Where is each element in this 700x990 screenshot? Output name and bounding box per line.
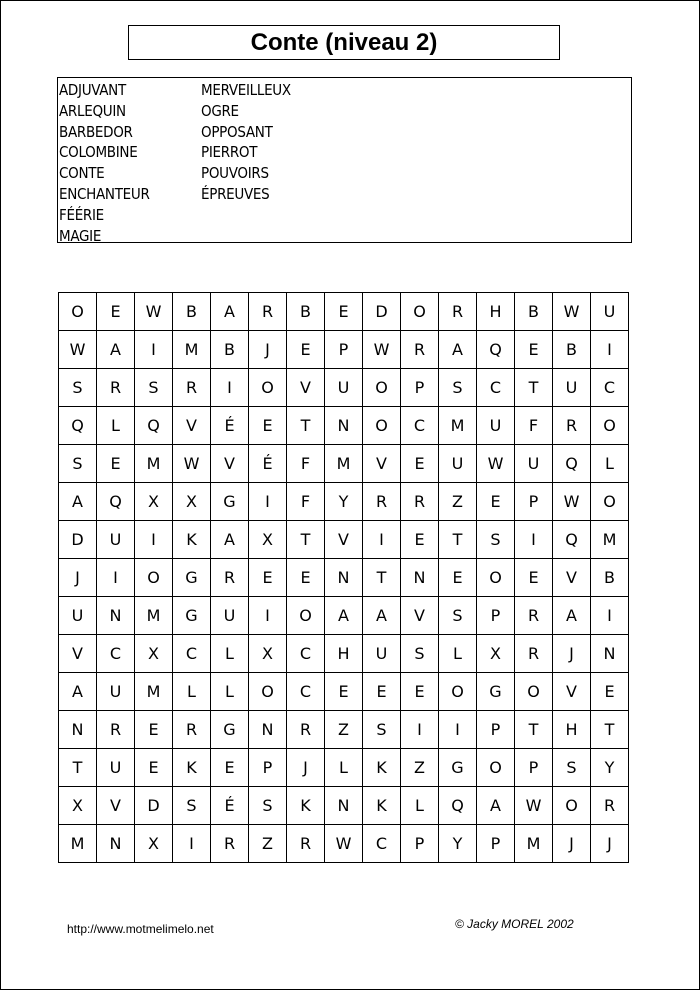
grid-cell: W: [59, 331, 97, 369]
letter-grid: [58, 292, 629, 863]
grid-cell: L: [401, 787, 439, 825]
grid-cell: X: [135, 635, 173, 673]
grid-cell: R: [515, 597, 553, 635]
grid-cell: V: [325, 521, 363, 559]
grid-cell: A: [553, 597, 591, 635]
grid-cell: T: [363, 559, 401, 597]
grid-cell: E: [515, 559, 553, 597]
grid-cell: D: [59, 521, 97, 559]
grid-cell: S: [401, 635, 439, 673]
grid-cell: O: [591, 407, 629, 445]
grid-cell: L: [439, 635, 477, 673]
grid-cell: E: [401, 673, 439, 711]
grid-cell: T: [287, 407, 325, 445]
grid-cell: P: [401, 369, 439, 407]
grid-cell: M: [135, 673, 173, 711]
grid-cell: K: [287, 787, 325, 825]
grid-cell: T: [59, 749, 97, 787]
grid-cell: L: [211, 635, 249, 673]
grid-cell: L: [97, 407, 135, 445]
grid-cell: E: [325, 293, 363, 331]
grid-cell: J: [553, 825, 591, 863]
grid-cell: I: [135, 331, 173, 369]
word-item: ARLEQUIN: [59, 101, 126, 120]
grid-cell: N: [249, 711, 287, 749]
grid-cell: R: [97, 369, 135, 407]
grid-cell: P: [325, 331, 363, 369]
grid-cell: Q: [553, 521, 591, 559]
grid-cell: V: [553, 559, 591, 597]
grid-cell: R: [249, 293, 287, 331]
grid-row: [59, 293, 629, 331]
grid-cell: T: [515, 369, 553, 407]
grid-cell: A: [439, 331, 477, 369]
grid-cell: U: [97, 749, 135, 787]
grid-cell: Q: [439, 787, 477, 825]
grid-cell: B: [553, 331, 591, 369]
grid-cell: O: [249, 369, 287, 407]
grid-cell: R: [553, 407, 591, 445]
grid-cell: S: [439, 597, 477, 635]
word-item: POUVOIRS: [201, 164, 269, 183]
grid-cell: P: [477, 597, 515, 635]
grid-cell: S: [135, 369, 173, 407]
grid-cell: X: [135, 483, 173, 521]
grid-cell: F: [515, 407, 553, 445]
grid-cell: G: [439, 749, 477, 787]
grid-cell: S: [59, 369, 97, 407]
grid-cell: A: [363, 597, 401, 635]
grid-cell: O: [477, 749, 515, 787]
grid-cell: R: [515, 635, 553, 673]
grid-row: [59, 331, 629, 369]
grid-cell: H: [553, 711, 591, 749]
grid-cell: F: [287, 445, 325, 483]
grid-cell: U: [477, 407, 515, 445]
grid-cell: W: [173, 445, 211, 483]
grid-cell: E: [439, 559, 477, 597]
grid-cell: R: [97, 711, 135, 749]
grid-cell: L: [211, 673, 249, 711]
grid-cell: J: [553, 635, 591, 673]
grid-cell: H: [477, 293, 515, 331]
grid-row: [59, 483, 629, 521]
grid-cell: J: [287, 749, 325, 787]
grid-cell: G: [211, 483, 249, 521]
grid-cell: U: [325, 369, 363, 407]
grid-cell: E: [135, 711, 173, 749]
grid-cell: Z: [439, 483, 477, 521]
grid-cell: P: [477, 711, 515, 749]
grid-cell: A: [477, 787, 515, 825]
grid-cell: N: [59, 711, 97, 749]
grid-cell: S: [363, 711, 401, 749]
grid-cell: V: [211, 445, 249, 483]
grid-cell: I: [591, 331, 629, 369]
grid-cell: I: [173, 825, 211, 863]
grid-cell: Z: [249, 825, 287, 863]
grid-cell: E: [249, 559, 287, 597]
grid-cell: G: [173, 559, 211, 597]
grid-row: [59, 445, 629, 483]
grid-cell: A: [59, 673, 97, 711]
grid-row: [59, 635, 629, 673]
grid-cell: I: [249, 597, 287, 635]
grid-cell: C: [287, 635, 325, 673]
grid-cell: D: [135, 787, 173, 825]
grid-cell: T: [287, 521, 325, 559]
word-item: PIERROT: [201, 143, 258, 162]
grid-cell: E: [287, 559, 325, 597]
grid-cell: Y: [439, 825, 477, 863]
grid-cell: W: [325, 825, 363, 863]
grid-cell: V: [363, 445, 401, 483]
grid-cell: P: [515, 749, 553, 787]
grid-cell: V: [173, 407, 211, 445]
grid-cell: E: [287, 331, 325, 369]
grid-cell: B: [287, 293, 325, 331]
grid-cell: I: [515, 521, 553, 559]
grid-cell: W: [477, 445, 515, 483]
grid-cell: W: [363, 331, 401, 369]
title-text: Conte (niveau 2): [250, 28, 438, 56]
grid-cell: C: [477, 369, 515, 407]
grid-cell: V: [97, 787, 135, 825]
grid-cell: U: [211, 597, 249, 635]
grid-cell: J: [591, 825, 629, 863]
grid-cell: E: [591, 673, 629, 711]
word-list-column-1: [59, 80, 150, 246]
grid-cell: T: [591, 711, 629, 749]
grid-cell: S: [553, 749, 591, 787]
grid-cell: S: [249, 787, 287, 825]
grid-cell: N: [97, 825, 135, 863]
grid-cell: V: [553, 673, 591, 711]
grid-cell: M: [439, 407, 477, 445]
grid-row: [59, 825, 629, 863]
grid-cell: J: [59, 559, 97, 597]
grid-cell: K: [173, 749, 211, 787]
grid-cell: A: [325, 597, 363, 635]
grid-cell: G: [211, 711, 249, 749]
grid-cell: O: [135, 559, 173, 597]
word-item: MAGIE: [59, 226, 102, 245]
grid-cell: C: [591, 369, 629, 407]
grid-cell: C: [173, 635, 211, 673]
grid-cell: I: [135, 521, 173, 559]
grid-cell: P: [515, 483, 553, 521]
grid-cell: K: [363, 787, 401, 825]
grid-row: [59, 369, 629, 407]
grid-cell: W: [515, 787, 553, 825]
grid-cell: C: [97, 635, 135, 673]
grid-cell: E: [477, 483, 515, 521]
grid-cell: O: [287, 597, 325, 635]
grid-cell: É: [211, 787, 249, 825]
grid-cell: K: [173, 521, 211, 559]
grid-row: [59, 673, 629, 711]
grid-cell: I: [249, 483, 287, 521]
grid-cell: M: [591, 521, 629, 559]
grid-cell: O: [363, 369, 401, 407]
grid-cell: Q: [97, 483, 135, 521]
grid-row: [59, 597, 629, 635]
grid-cell: O: [591, 483, 629, 521]
grid-cell: T: [439, 521, 477, 559]
grid-cell: E: [97, 293, 135, 331]
grid-cell: Z: [325, 711, 363, 749]
grid-cell: O: [249, 673, 287, 711]
grid-cell: E: [249, 407, 287, 445]
grid-cell: R: [211, 559, 249, 597]
grid-cell: B: [211, 331, 249, 369]
grid-cell: R: [401, 331, 439, 369]
grid-cell: Z: [401, 749, 439, 787]
grid-cell: Q: [553, 445, 591, 483]
grid-cell: S: [173, 787, 211, 825]
grid-cell: N: [401, 559, 439, 597]
grid-cell: R: [173, 369, 211, 407]
word-item: MERVEILLEUX: [201, 81, 291, 99]
grid-cell: I: [439, 711, 477, 749]
grid-row: [59, 787, 629, 825]
grid-cell: W: [553, 483, 591, 521]
grid-cell: I: [363, 521, 401, 559]
grid-cell: C: [363, 825, 401, 863]
grid-cell: R: [591, 787, 629, 825]
grid-row: [59, 559, 629, 597]
word-list: [57, 77, 632, 243]
grid-cell: S: [477, 521, 515, 559]
grid-cell: C: [401, 407, 439, 445]
grid-cell: É: [211, 407, 249, 445]
grid-cell: L: [325, 749, 363, 787]
grid-cell: F: [287, 483, 325, 521]
word-item: OGRE: [201, 101, 239, 120]
grid-cell: H: [325, 635, 363, 673]
grid-cell: U: [439, 445, 477, 483]
grid-cell: N: [325, 787, 363, 825]
grid-cell: W: [135, 293, 173, 331]
grid-cell: T: [515, 711, 553, 749]
word-list-column-2: [201, 80, 291, 205]
grid-cell: U: [591, 293, 629, 331]
grid-cell: R: [211, 825, 249, 863]
grid-cell: M: [135, 445, 173, 483]
word-item: CONTE: [59, 164, 105, 183]
grid-row: [59, 407, 629, 445]
grid-cell: X: [477, 635, 515, 673]
word-item: OPPOSANT: [201, 122, 273, 141]
grid-cell: X: [173, 483, 211, 521]
grid-cell: O: [401, 293, 439, 331]
grid-cell: V: [401, 597, 439, 635]
grid-cell: Q: [135, 407, 173, 445]
grid-cell: S: [439, 369, 477, 407]
grid-cell: P: [249, 749, 287, 787]
grid-cell: E: [135, 749, 173, 787]
grid-cell: X: [135, 825, 173, 863]
grid-cell: U: [97, 673, 135, 711]
grid-cell: R: [439, 293, 477, 331]
grid-cell: E: [515, 331, 553, 369]
grid-cell: G: [477, 673, 515, 711]
grid-cell: R: [401, 483, 439, 521]
grid-cell: A: [211, 521, 249, 559]
grid-cell: N: [325, 559, 363, 597]
grid-cell: I: [211, 369, 249, 407]
grid-cell: O: [553, 787, 591, 825]
word-item: COLOMBINE: [59, 143, 138, 162]
grid-cell: Q: [477, 331, 515, 369]
footer-copyright: © Jacky MOREL 2002: [455, 917, 574, 931]
grid-cell: N: [97, 597, 135, 635]
grid-cell: P: [401, 825, 439, 863]
grid-row: [59, 711, 629, 749]
grid-cell: U: [363, 635, 401, 673]
grid-cell: M: [59, 825, 97, 863]
grid-cell: V: [287, 369, 325, 407]
grid-cell: R: [287, 825, 325, 863]
grid-cell: X: [249, 635, 287, 673]
grid-cell: I: [97, 559, 135, 597]
grid-cell: W: [553, 293, 591, 331]
grid-cell: A: [59, 483, 97, 521]
grid-cell: A: [211, 293, 249, 331]
grid-cell: L: [173, 673, 211, 711]
grid-cell: O: [59, 293, 97, 331]
grid-cell: X: [249, 521, 287, 559]
grid-row: [59, 521, 629, 559]
grid-cell: U: [59, 597, 97, 635]
grid-cell: C: [287, 673, 325, 711]
grid-cell: Y: [591, 749, 629, 787]
grid-cell: O: [477, 559, 515, 597]
word-item: ÉPREUVES: [201, 184, 270, 203]
grid-cell: O: [439, 673, 477, 711]
grid-cell: Q: [59, 407, 97, 445]
grid-cell: A: [97, 331, 135, 369]
word-item: FÉÉRIE: [59, 205, 104, 224]
grid-cell: B: [173, 293, 211, 331]
grid-cell: M: [173, 331, 211, 369]
grid-cell: B: [591, 559, 629, 597]
grid-cell: E: [401, 445, 439, 483]
grid-cell: O: [515, 673, 553, 711]
grid-cell: G: [173, 597, 211, 635]
grid-cell: E: [363, 673, 401, 711]
grid-cell: B: [515, 293, 553, 331]
grid-cell: V: [59, 635, 97, 673]
grid-cell: R: [173, 711, 211, 749]
word-item: BARBEDOR: [59, 122, 133, 141]
word-item: ADJUVANT: [59, 81, 126, 99]
grid-cell: E: [325, 673, 363, 711]
grid-cell: N: [591, 635, 629, 673]
grid-cell: M: [515, 825, 553, 863]
grid-cell: J: [249, 331, 287, 369]
grid-cell: R: [287, 711, 325, 749]
grid-cell: O: [363, 407, 401, 445]
grid-cell: U: [553, 369, 591, 407]
grid-cell: Y: [325, 483, 363, 521]
page-title: [128, 25, 560, 60]
grid-cell: E: [211, 749, 249, 787]
grid-cell: E: [97, 445, 135, 483]
grid-cell: I: [401, 711, 439, 749]
grid-cell: S: [59, 445, 97, 483]
grid-row: [59, 749, 629, 787]
word-item: ENCHANTEUR: [59, 184, 150, 203]
grid-cell: X: [59, 787, 97, 825]
grid-cell: D: [363, 293, 401, 331]
grid-cell: L: [591, 445, 629, 483]
grid-cell: N: [325, 407, 363, 445]
footer-url[interactable]: http://www.motmelimelo.net: [67, 922, 214, 936]
grid-cell: M: [135, 597, 173, 635]
grid-cell: M: [325, 445, 363, 483]
grid-cell: R: [363, 483, 401, 521]
grid-cell: E: [401, 521, 439, 559]
grid-cell: U: [97, 521, 135, 559]
grid-cell: U: [515, 445, 553, 483]
grid-cell: K: [363, 749, 401, 787]
grid-cell: I: [591, 597, 629, 635]
grid-cell: É: [249, 445, 287, 483]
grid-cell: P: [477, 825, 515, 863]
